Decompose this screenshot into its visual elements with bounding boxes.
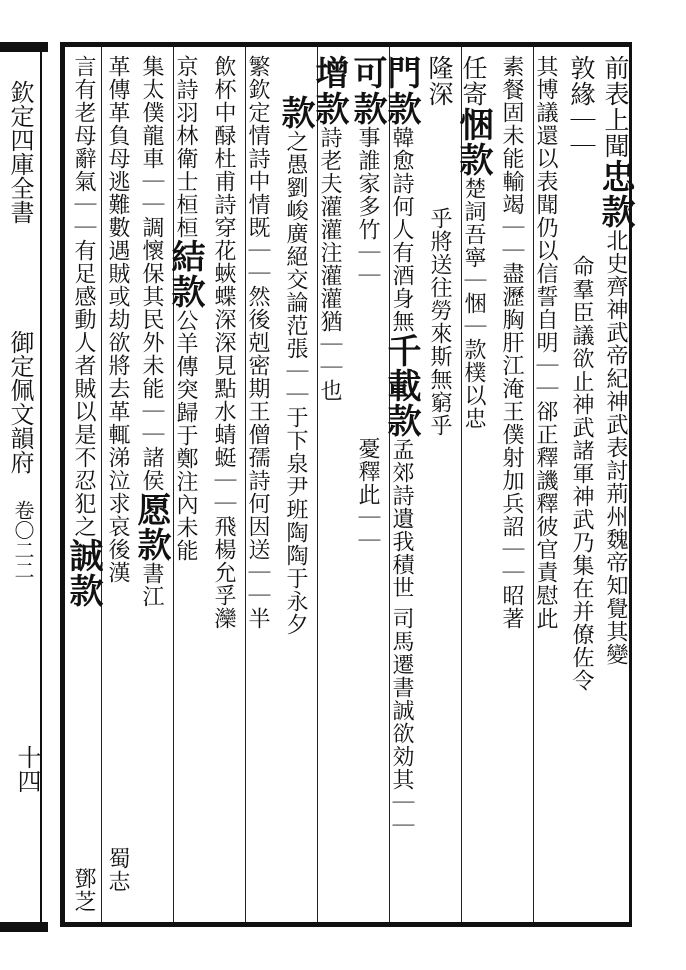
column-text: 憂釋此｜｜	[355, 437, 380, 552]
column-text: 楚詞吾寧｜悃｜款樸以忠	[461, 177, 486, 430]
text-column-13	[165, 55, 205, 914]
text-column-14	[131, 55, 171, 914]
text-column-12	[207, 55, 239, 914]
margin-rule	[40, 42, 42, 927]
column-text: 之愚劉峻廣絕交論范張｜｜	[283, 130, 308, 406]
column-text: 孟郊詩遺我積世	[389, 438, 414, 599]
text-column-8	[347, 55, 387, 914]
text-column-15	[101, 55, 133, 914]
headword: 增	[309, 55, 349, 91]
column-text: 鄧芝	[71, 867, 96, 913]
column-text: 韓愈詩何人有酒身無	[389, 126, 414, 333]
headword: 誠款	[63, 538, 103, 608]
text-column-2	[565, 55, 597, 914]
column-text: 革傳革負母逃難數遇賊或劫欲將去革輒涕泣求哀	[105, 55, 130, 538]
column-text: 任寄	[459, 55, 488, 107]
text-column-1	[595, 55, 635, 914]
text-column-3	[529, 55, 561, 914]
column-text: 蜀志	[105, 847, 130, 893]
column-text: 北史齊神武帝紀神武表討荊州魏帝知覺其變	[603, 229, 628, 666]
column-text: 前表上聞	[601, 55, 630, 159]
column-text: 素餐固未能輸竭｜｜盡瀝胸肝江淹王僕射加兵詔｜｜昭著	[499, 55, 524, 630]
column-text: 繁欽定情詩中情既｜｜然後剋密期王僧孺詩何因送｜｜半	[245, 55, 270, 630]
column-text: 詩老夫灌灌注灌灌猶｜｜也	[317, 126, 342, 402]
text-column-6	[423, 55, 455, 914]
headword: 款	[347, 91, 387, 126]
text-column-10	[275, 55, 315, 914]
headword: 悃款	[453, 107, 493, 177]
column-text: 事誰家多竹｜｜	[355, 126, 380, 287]
text-column-4	[495, 55, 527, 914]
column-text: 隆深	[425, 55, 454, 107]
note-sima	[385, 607, 417, 907]
volume-title: 御定佩文韻府	[6, 330, 34, 474]
book-title: 欽定四庫全書	[6, 80, 34, 224]
note-shuzhi	[101, 847, 133, 917]
column-text: 言有老母辭氣｜｜有足感動人者賊以是不忍犯之	[71, 55, 96, 538]
note-dengzhi	[67, 867, 99, 927]
column-text: 後漢	[105, 538, 130, 584]
column-text: 其博議還以表聞仍以信誓自明｜｜郤正釋譏釋彼官責慰此	[533, 55, 558, 630]
headword: 愿款	[131, 492, 171, 562]
column-text: 懷保其民外未能｜｜諸侯	[139, 239, 164, 492]
column-text: 集太僕龍車｜｜調	[139, 55, 164, 239]
text-column-5	[453, 55, 493, 914]
column-text: 敦緣｜｜	[567, 55, 596, 159]
column-text: 于下泉尹班陶陶于永夕	[283, 406, 308, 636]
column-text: 飲杯中醁杜甫詩穿花蛺蝶深深見點水蜻蜓｜｜飛楊允孚灤	[211, 55, 236, 630]
column-text: 乎將送往勞來斯無窮乎	[427, 207, 452, 437]
page-number: 十四	[13, 745, 41, 793]
column-text: 公羊傳突歸于鄭注內未能	[173, 309, 198, 562]
column-text: 命羣臣議欲止神武諸軍神武乃集在并僚佐令	[569, 255, 594, 692]
text-column-16	[63, 55, 103, 914]
headword: 結款	[165, 239, 205, 309]
column-text: 書江	[139, 562, 164, 608]
headword: 款	[309, 91, 349, 126]
headword: 款	[275, 95, 315, 130]
column-text: 京詩羽林衛士桓桓	[173, 55, 198, 239]
headword: 門	[381, 55, 421, 91]
headword: 忠款	[595, 159, 635, 229]
headword: 可	[347, 55, 387, 91]
text-column-11	[241, 55, 273, 914]
headword: 款	[381, 91, 421, 126]
headword: 千載款	[381, 333, 421, 438]
text-column-9	[309, 55, 349, 914]
column-text: 司馬遷書誠欲効其｜｜	[389, 607, 414, 837]
volume-number: 卷〇二二	[11, 500, 35, 580]
text-frame	[60, 42, 635, 927]
